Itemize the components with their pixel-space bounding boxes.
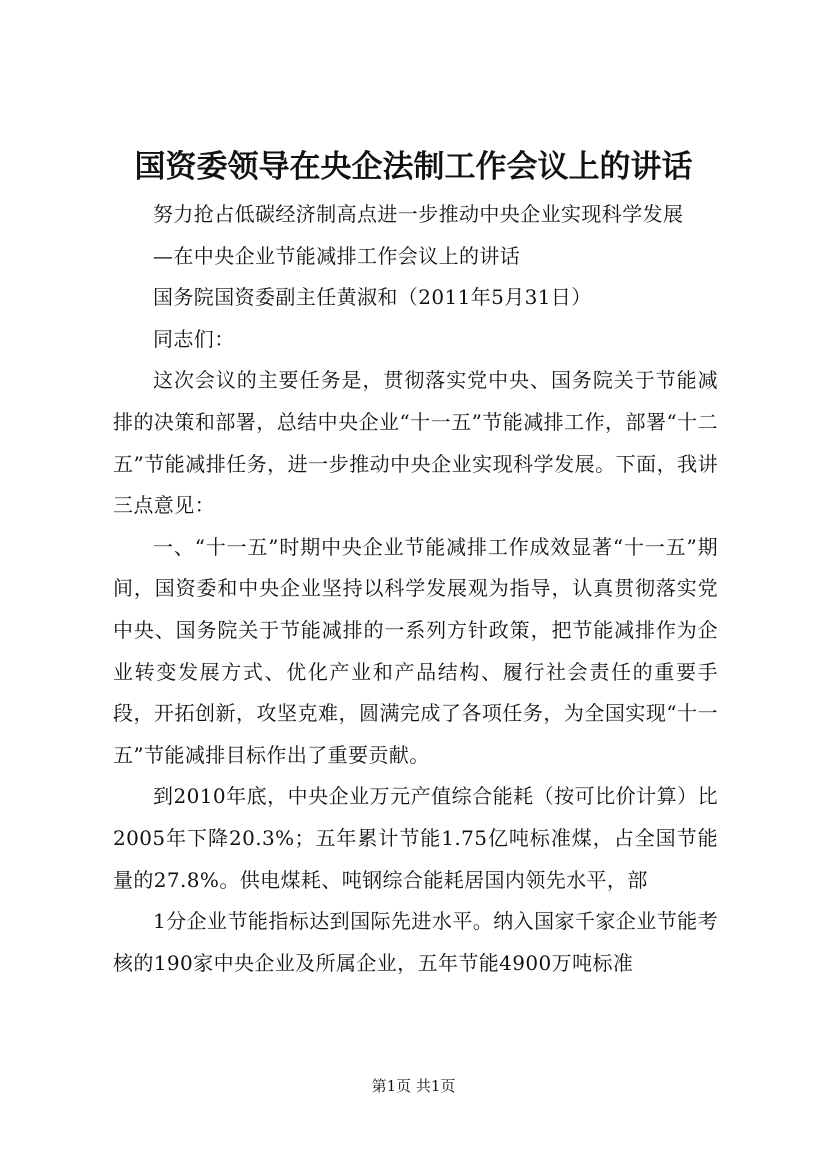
- page-number-footer: 第1页 共1页: [371, 1077, 456, 1095]
- body-paragraph: 到2010年底，中央企业万元产值综合能耗（按可比价计算）比2005年下降20.3%；五年累计节能1.75亿吨标准煤，占全国节能量的27.8%。供电煤耗、吨钢综合能耗居国内领先水平，部: [113, 784, 718, 892]
- body-paragraph: 一、“十一五”时期中央企业节能减排工作成效显著“十一五”期间，国资委和中央企业坚持以科学发展观为指导，认真贯彻落实党中央、国务院关于节能减排的一系列方针政策，把节能减排作为企业转变发展方式、优化产业和产品结构、履行社会责任的重要手段，开拓创新，攻坚克难，圆满完成了各项任务，为全国实现“十一五”节能减排目标作出了重要贡献。: [113, 534, 718, 767]
- document-title: 国资委领导在央企法制工作会议上的讲话: [134, 149, 693, 185]
- speaker-byline: 国务院国资委副主任黄淑和（2011年5月31日）: [153, 285, 592, 310]
- subtitle-paragraph: 努力抢占低碳经济制高点进一步推动中央企业实现科学发展: [153, 202, 684, 226]
- body-paragraph: 1分企业节能指标达到国际先进水平。纳入国家千家企业节能考核的190家中央企业及所属企业，五年节能4900万吨标准: [113, 909, 718, 975]
- document-body: [113, 194, 718, 984]
- body-paragraph: 这次会议的主要任务是，贯彻落实党中央、国务院关于节能减排的决策和部署，总结中央企业“十一五”节能减排工作，部署“十二五”节能减排任务，进一步推动中央企业实现科学发展。下面，我讲三点意见：: [113, 368, 718, 518]
- salutation: 同志们：: [153, 326, 235, 351]
- speech-occasion: —在中央企业节能减排工作会议上的讲话: [153, 243, 521, 268]
